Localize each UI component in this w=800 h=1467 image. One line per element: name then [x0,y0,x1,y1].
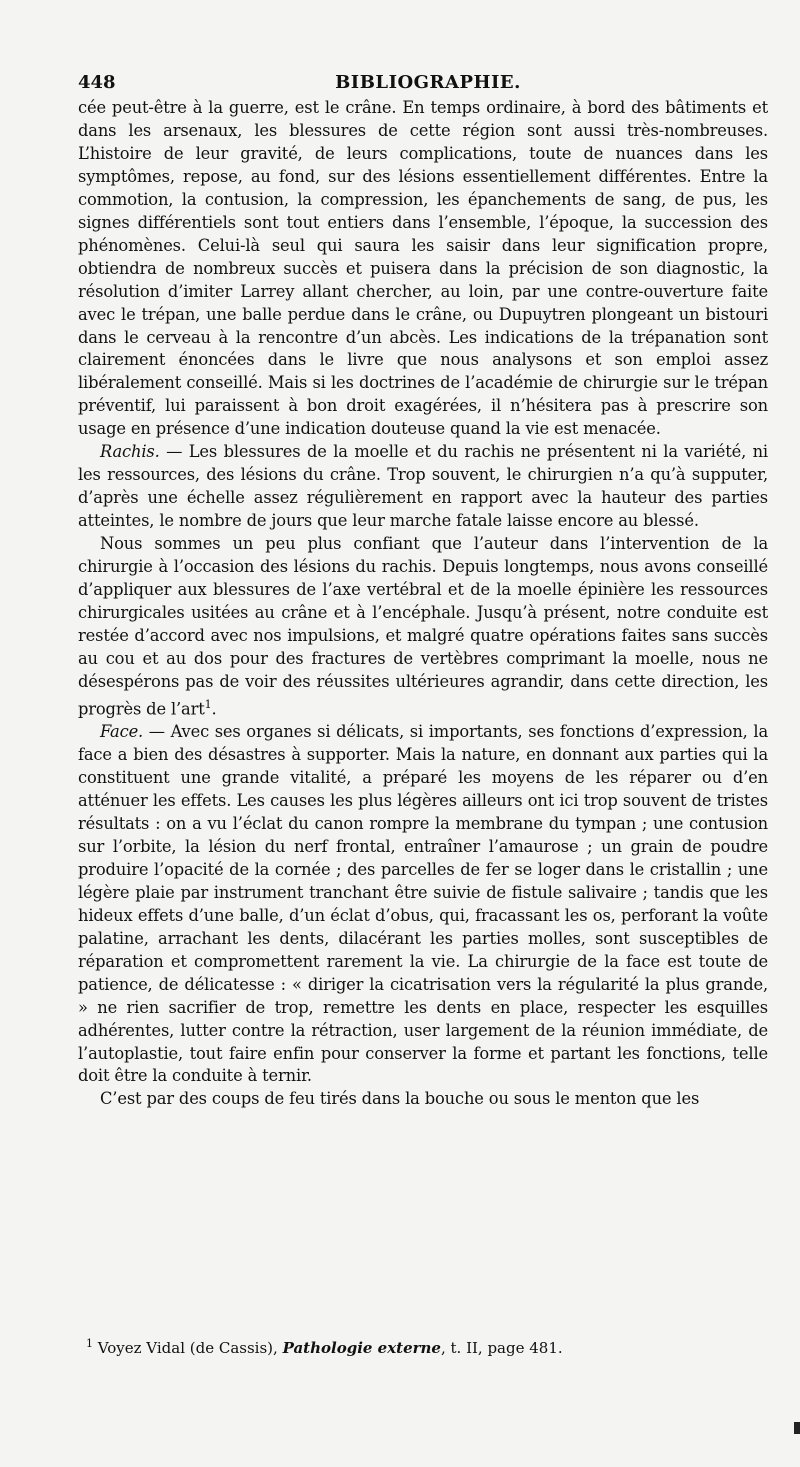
paragraph-crane: cée peut-être à la guerre, est le crâne. En temps ordinaire, à bord des bâtiments et dans les arsenaux, les blessures de cette région sont aussi très-nombreuses. L’histoire de leur gravité, de leurs complications, toute de nuances dans les symptômes, repose, au fond, sur des lésions essentiellement différentes. Entre la commotion, la contusion, la compression, les épanchements de sang, de pus, les signes différentiels sont tout entiers dans l’ensemble, l’époque, la succession des phénomènes. Celui-là seul qui saura les saisir dans leur signification propre, obtiendra de nombreux succès et puisera dans la précision de son diagnostic, la résolution d’imiter Larrey allant chercher, au loin, par une contre-ouverture faite avec le trépan, une balle perdue dans le crâne, ou Dupuytren plongeant un bistouri dans le cerveau à la rencontre d’un abcès. Les indications de la trépanation sont clairement énoncées dans le livre que nous analysons et son emploi assez libéralement conseillé. Mais si les doctrines de l’académie de chirurgie sur le trépan préventif, lui paraissent à bon droit exagérées, il n’hésitera pas à prescrire son usage en présence d’une indication douteuse quand la vie est menacée. [78,98,768,439]
footnote-reference: 1 [204,697,212,711]
paragraph-intervention-text: Nous sommes un peu plus confiant que l’auteur dans l’intervention de la chirurgie à l’occasion des lésions du rachis. Depuis longtemps, nous avons conseillé d’appliquer aux blessures de l’axe vertébral et de la moelle épinière les ressources chirurgicales usitées au crâne et à l’encéphale. Jusqu’à présent, notre conduite est restée d’accord avec nos impulsions, et malgré quatre opérations faites sans succès au cou et au dos pour des fractures de vertèbres comprimant la moelle, nous ne désespérons pas de voir des réussites ultérieures agrandir, dans cette direction, les progrès de l’art [78,534,768,719]
page-edge-mark [794,1422,800,1434]
running-title: BIBLIOGRAPHIE. [335,72,521,93]
footnote-text-after: , t. II, page 481. [440,1339,563,1357]
paragraph-intervention-end: . [211,699,217,719]
section-heading-face: Face. [100,722,144,742]
footnote-mark: 1 [86,1337,93,1350]
running-head [78,72,768,93]
section-heading-rachis: Rachis. [100,442,160,462]
footnote-title: Pathologie externe [282,1339,441,1357]
paragraph-intervention [78,533,768,721]
footnote [86,1337,768,1357]
paragraph-rachis [78,441,768,533]
paragraph-coups-de-feu: C’est par des coups de feu tirés dans la bouche ou sous le menton que les [100,1089,700,1109]
footnote-text-before: Voyez Vidal (de Cassis), [93,1339,283,1357]
paragraph-face [78,721,768,1088]
paragraph-face-text: — Avec ses organes si délicats, si importants, ses fonctions d’expression, la face a bien des désastres à supporter. Mais la nature, en donnant aux parties qui la constituent une grande vitalité, a préparé les moyens de les réparer ou d’en atténuer les effets. Les causes les plus légères ailleurs ont ici trop souvent de tristes résultats : on a vu l’éclat du canon rompre la membrane du tympan ; une contusion sur l’orbite, la lésion du nerf frontal, entraîner l’amaurose ; un grain de poudre produire l’opacité de la cornée ; des parcelles de fer se loger dans le cristallin ; une légère plaie par instrument tranchant être suivie de fistule salivaire ; tandis que les hideux effets d’une balle, d’un éclat d’obus, qui, fracassant les os, perforant la voûte palatine, arrachant les dents, dilacérant les parties molles, sont susceptibles de réparation et compromettent rarement la vie. La chirurgie de la face est toute de patience, de délicatesse : « diriger la cicatrisation vers la régularité la plus grande, » ne rien sacrifier de trop, remettre les dents en place, respecter les esquilles adhérentes, lutter contre la rétraction, user largement de la réunion immédiate, de l’autoplastie, tout faire enfin pour conserver la forme et partant les fonctions, telle doit être la conduite à ternir. [78,722,768,1086]
page-number: 448 [78,72,116,93]
paragraph-rachis-text: — Les blessures de la moelle et du rachis ne présentent ni la variété, ni les ressources, des lésions du crâne. Trop souvent, le chirurgien n’a qu’à supputer, d’après une échelle assez régulièrement en rapport avec la hauteur des parties atteintes, le nombre de jours que leur marche fatale laisse encore au blessé. [78,442,768,531]
body-text [78,97,768,1111]
